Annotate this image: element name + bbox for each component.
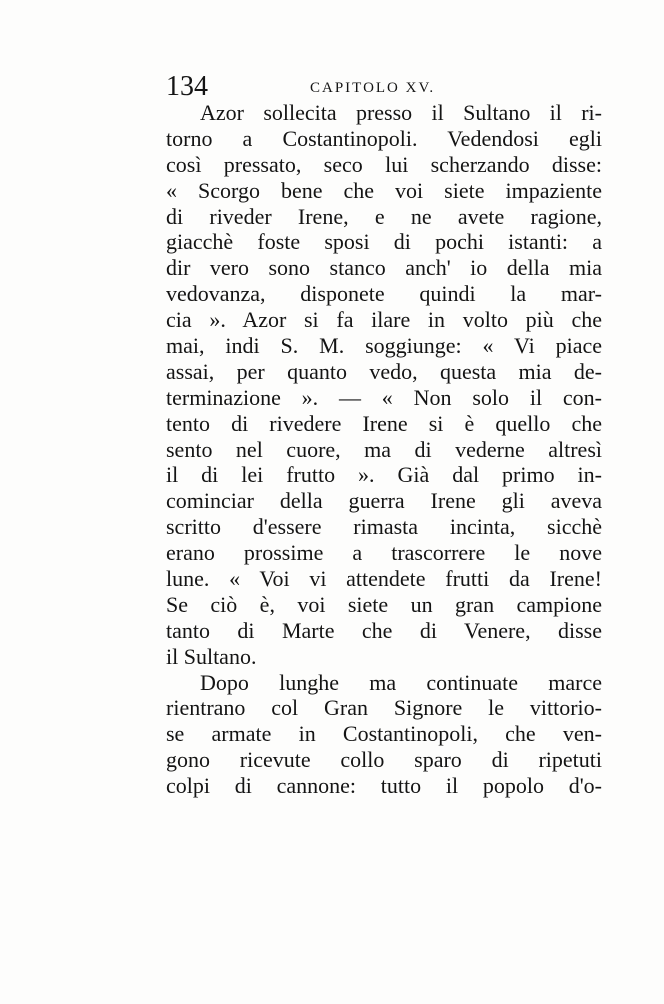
- paragraph: [166, 670, 602, 799]
- text-line: se armate in Costantinopoli, che ven-: [166, 721, 602, 747]
- text-line: erano prossime a trascorrere le nove: [166, 540, 602, 566]
- text-line: dir vero sono stanco anch' io della mia: [166, 255, 602, 281]
- text-line: giacchè foste sposi di pochi istanti: a: [166, 229, 602, 255]
- page-header: [166, 72, 602, 102]
- text-line: scritto d'essere rimasta incinta, sicchè: [166, 514, 602, 540]
- text-line: lune. « Voi vi attendete frutti da Irene!: [166, 566, 602, 592]
- text-line: cia ». Azor si fa ilare in volto più che: [166, 307, 602, 333]
- text-line: Azor sollecita presso il Sultano il ri-: [200, 100, 602, 125]
- text-line: gono ricevute collo sparo di ripetuti: [166, 747, 602, 773]
- text-line: vedovanza, disponete quindi la mar-: [166, 281, 602, 307]
- body-text: [166, 100, 602, 799]
- page-number: 134: [166, 71, 208, 102]
- text-line: di riveder Irene, e ne avete ragione,: [166, 203, 602, 229]
- text-line: mai, indi S. M. soggiunge: « Vi piace: [166, 333, 602, 359]
- text-line: Se ciò è, voi siete un gran campione: [166, 591, 602, 617]
- text-line: torno a Costantinopoli. Vedendosi egli: [166, 125, 602, 151]
- text-line: tanto di Marte che di Venere, disse: [166, 617, 602, 643]
- text-line: Dopo lunghe ma continuate marce: [200, 669, 602, 695]
- text-line: tento di rivedere Irene si è quello che: [166, 410, 602, 436]
- paragraph: [166, 100, 602, 670]
- text-line: il di lei frutto ». Già dal primo in-: [166, 462, 602, 488]
- text-line: rientrano col Gran Signore le vittorio-: [166, 695, 602, 721]
- text-line: sento nel cuore, ma di vederne altresì: [166, 436, 602, 462]
- text-line: cominciar della guerra Irene gli aveva: [166, 488, 602, 514]
- text-line: il Sultano.: [166, 643, 257, 669]
- text-line: terminazione ». — « Non solo il con-: [166, 384, 602, 410]
- text-line: « Scorgo bene che voi siete impaziente: [166, 177, 602, 203]
- text-line: così pressato, seco lui scherzando disse:: [166, 151, 602, 177]
- text-line: assai, per quanto vedo, questa mia de-: [166, 358, 602, 384]
- running-head: CAPITOLO XV.: [310, 80, 436, 96]
- text-line: colpi di cannone: tutto il popolo d'o-: [166, 773, 602, 799]
